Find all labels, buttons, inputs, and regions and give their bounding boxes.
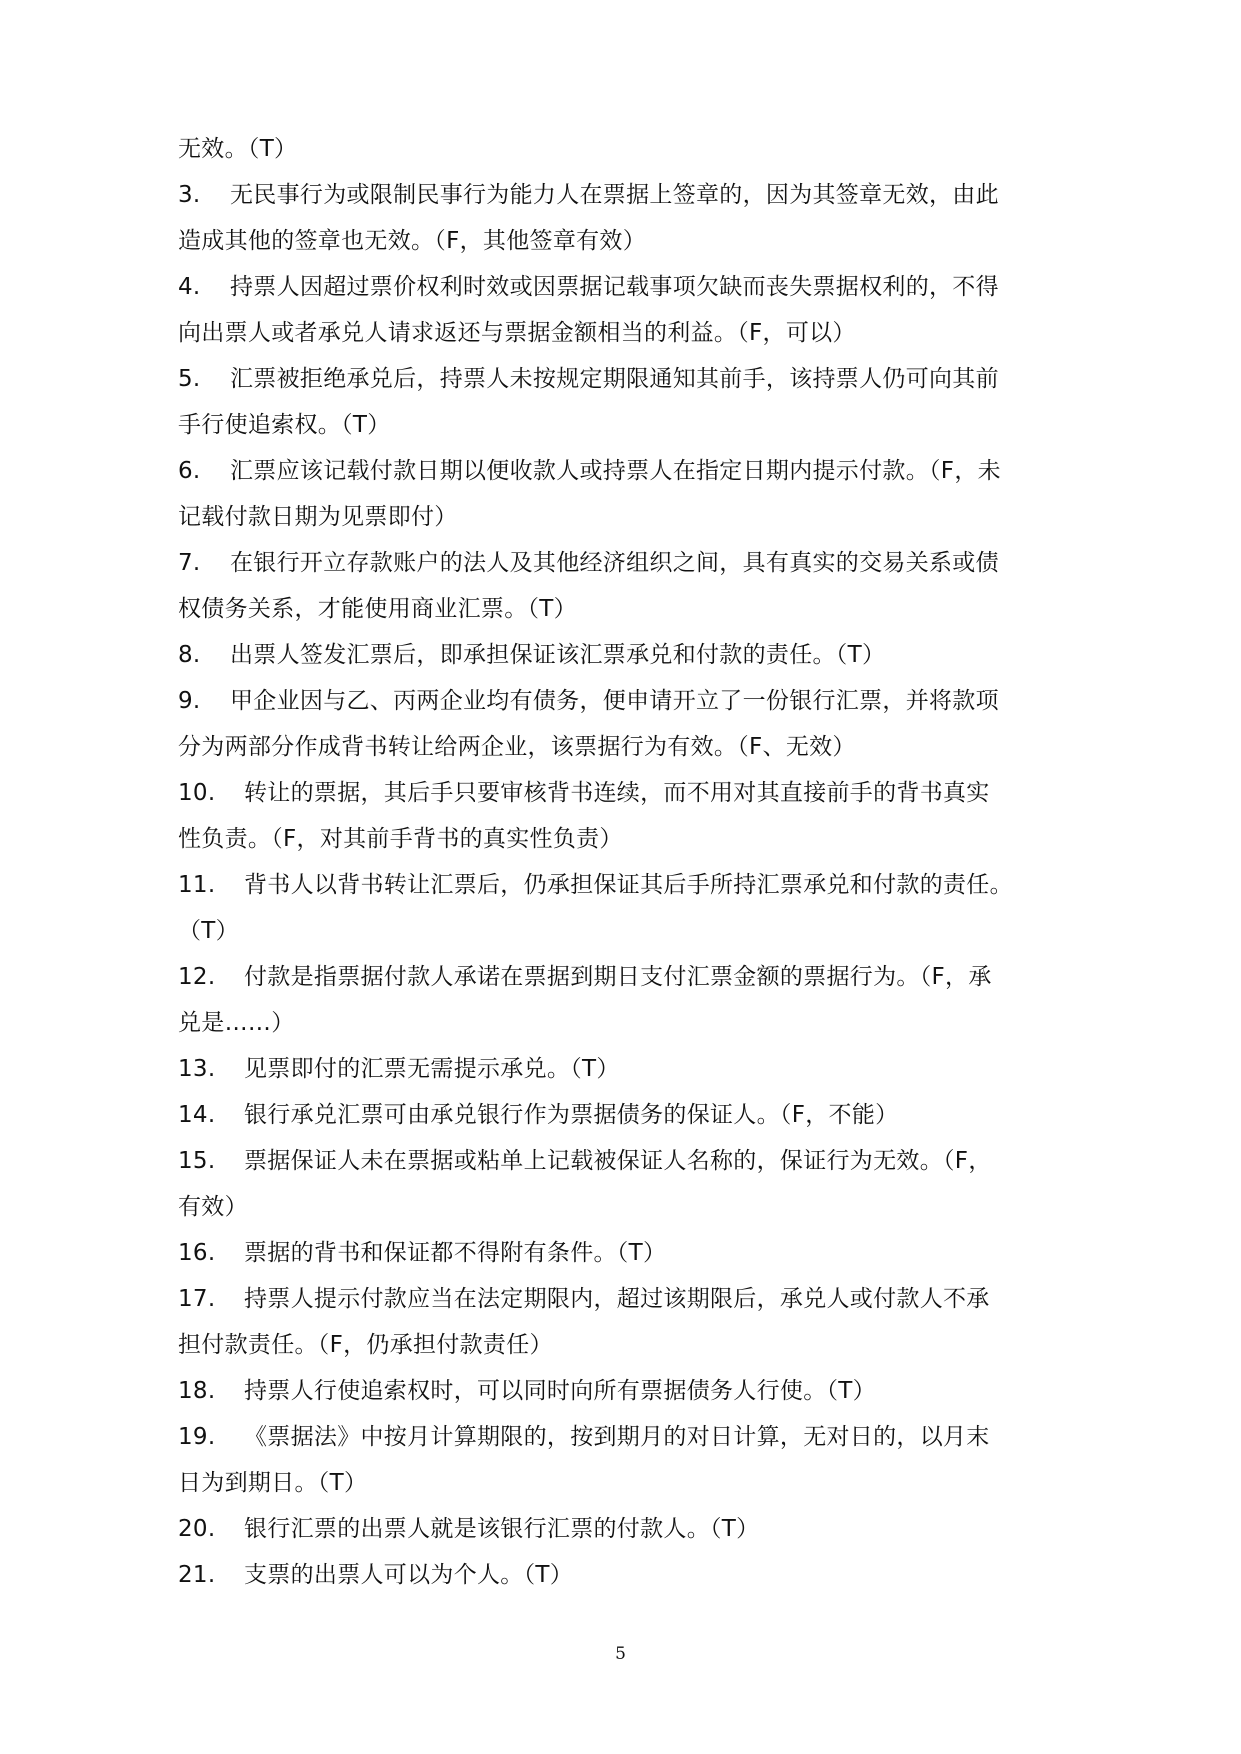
text-line — [178, 310, 1063, 356]
item-text: 转让的票据，其后手只要审核背书连续，而不用对其直接前手的背书真实 — [244, 780, 990, 806]
item-text: 出票人签发汇票后，即承担保证该汇票承兑和付款的责任。（T） — [230, 642, 886, 668]
text-line — [178, 494, 1063, 540]
text-line — [178, 1460, 1063, 1506]
text-line — [178, 448, 1063, 494]
text-line — [178, 954, 1063, 1000]
text-line — [178, 218, 1063, 264]
text-line — [178, 1000, 1063, 1046]
item-text: 兑是……） — [178, 1010, 295, 1036]
item-text: 见票即付的汇票无需提示承兑。（T） — [244, 1056, 620, 1082]
item-text: 汇票应该记载付款日期以便收款人或持票人在指定日期内提示付款。（F，未 — [230, 458, 1001, 484]
item-number: 11. — [178, 872, 216, 898]
text-line — [178, 1414, 1063, 1460]
item-number: 16. — [178, 1240, 216, 1266]
text-line — [178, 1552, 1063, 1598]
item-text: 支票的出票人可以为个人。（T） — [244, 1562, 574, 1588]
text-line — [178, 1368, 1063, 1414]
text-line — [178, 1184, 1063, 1230]
item-text: 持票人行使追索权时，可以同时向所有票据债务人行使。（T） — [244, 1378, 876, 1404]
item-number: 17. — [178, 1286, 216, 1312]
item-text: 银行汇票的出票人就是该银行汇票的付款人。（T） — [244, 1516, 760, 1542]
item-number: 15. — [178, 1148, 216, 1174]
item-number: 3. — [178, 182, 201, 208]
text-line — [178, 1138, 1063, 1184]
item-text: 造成其他的签章也无效。（F，其他签章有效） — [178, 228, 647, 254]
item-number: 5. — [178, 366, 201, 392]
item-number: 4. — [178, 274, 201, 300]
item-number: 7. — [178, 550, 201, 576]
item-text: 甲企业因与乙、丙两企业均有债务，便申请开立了一份银行汇票，并将款项 — [230, 688, 999, 714]
item-text: 担付款责任。（F，仍承担付款责任） — [178, 1332, 553, 1358]
item-number: 18. — [178, 1378, 216, 1404]
text-line — [178, 678, 1063, 724]
item-text: 记载付款日期为见票即付） — [178, 504, 458, 530]
item-text: 手行使追索权。（T） — [178, 412, 391, 438]
text-line — [178, 1092, 1063, 1138]
text-line — [178, 1276, 1063, 1322]
item-text: 分为两部分作成背书转让给两企业，该票据行为有效。（F、无效） — [178, 734, 856, 760]
text-line — [178, 770, 1063, 816]
item-text: 汇票被拒绝承兑后，持票人未按规定期限通知其前手，该持票人仍可向其前 — [230, 366, 999, 392]
item-text: 有效） — [178, 1194, 248, 1220]
item-text: （T） — [178, 918, 239, 944]
item-number: 20. — [178, 1516, 216, 1542]
item-number: 12. — [178, 964, 216, 990]
text-line — [178, 1322, 1063, 1368]
text-line — [178, 862, 1063, 908]
item-number: 21. — [178, 1562, 216, 1588]
item-text: 持票人因超过票价权利时效或因票据记载事项欠缺而丧失票据权利的，不得 — [230, 274, 999, 300]
page-number: 5 — [615, 1644, 626, 1664]
item-text: 付款是指票据付款人承诺在票据到期日支付汇票金额的票据行为。（F，承 — [244, 964, 992, 990]
item-number: 8. — [178, 642, 201, 668]
item-number: 13. — [178, 1056, 216, 1082]
text-line — [178, 1230, 1063, 1276]
item-text: 《票据法》中按月计算期限的，按到期月的对日计算，无对日的，以月末 — [244, 1424, 990, 1450]
text-line — [178, 402, 1063, 448]
item-text: 日为到期日。（T） — [178, 1470, 368, 1496]
item-text: 性负责。（F，对其前手背书的真实性负责） — [178, 826, 623, 852]
item-text: 无效。（T） — [178, 136, 298, 162]
text-line — [178, 540, 1063, 586]
text-line — [178, 724, 1063, 770]
text-line — [178, 1506, 1063, 1552]
text-line — [178, 632, 1063, 678]
item-text: 背书人以背书转让汇票后，仍承担保证其后手所持汇票承兑和付款的责任。 — [244, 872, 1013, 898]
item-text: 权债务关系，才能使用商业汇票。（T） — [178, 596, 577, 622]
item-text: 票据保证人未在票据或粘单上记载被保证人名称的，保证行为无效。（F， — [244, 1148, 992, 1174]
item-number: 14. — [178, 1102, 216, 1128]
item-number: 19. — [178, 1424, 216, 1450]
item-number: 9. — [178, 688, 201, 714]
text-line — [178, 586, 1063, 632]
text-line — [178, 816, 1063, 862]
text-line — [178, 126, 1063, 172]
item-text: 持票人提示付款应当在法定期限内，超过该期限后，承兑人或付款人不承 — [244, 1286, 990, 1312]
text-line — [178, 356, 1063, 402]
item-text: 无民事行为或限制民事行为能力人在票据上签章的，因为其签章无效，由此 — [230, 182, 999, 208]
text-line — [178, 1046, 1063, 1092]
item-text: 票据的背书和保证都不得附有条件。（T） — [244, 1240, 667, 1266]
text-line — [178, 172, 1063, 218]
item-number: 10. — [178, 780, 216, 806]
item-number: 6. — [178, 458, 201, 484]
question-list — [178, 126, 1063, 1598]
item-text: 银行承兑汇票可由承兑银行作为票据债务的保证人。（F，不能） — [244, 1102, 899, 1128]
text-line — [178, 908, 1063, 954]
text-line — [178, 264, 1063, 310]
item-text: 在银行开立存款账户的法人及其他经济组织之间，具有真实的交易关系或债 — [230, 550, 999, 576]
item-text: 向出票人或者承兑人请求返还与票据金额相当的利益。（F，可以） — [178, 320, 856, 346]
